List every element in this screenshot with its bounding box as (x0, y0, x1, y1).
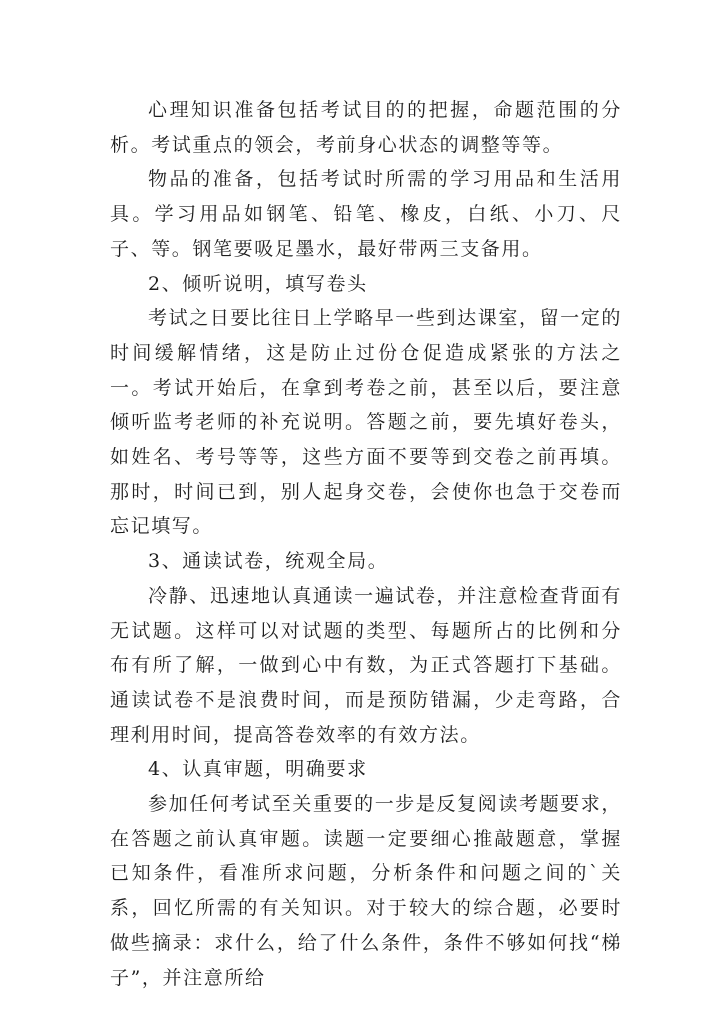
paragraph-supplies-preparation: 物品的准备，包括考试时所需的学习用品和生活用具。学习用品如钢笔、铅笔、橡皮，白纸、小刀、尺子、等。钢笔要吸足墨水，最好带两三支备用。 (110, 168, 622, 260)
paragraph-arrive-early: 考试之日要比往日上学略早一些到达课室，留一定的时间缓解情绪，这是防止过份仓促造成紧张的方法之一。考试开始后，在拿到考卷之前，甚至以后，要注意倾听监考老师的补充说明。答题之前，要先填好卷头，如姓名、考号等等，这些方面不要等到交卷之前再填。那时，时间已到，别人起身交卷，会使你也急于交卷而忘记填写。 (110, 307, 622, 538)
paragraph-read-through: 冷静、迅速地认真通读一遍试卷，并注意检查背面有无试题。这样可以对试题的类型、每题所占的比例和分布有所了解，一做到心中有数，为正式答题打下基础。通读试卷不是浪费时间，而是预防错漏，少走弯路，合理利用时间，提高答卷效率的有效方法。 (110, 584, 622, 746)
section-heading-listen-instructions: 2、倾听说明，填写卷头 (148, 272, 368, 295)
section-heading-read-through: 3、通读试卷，统观全局。 (148, 550, 389, 573)
section-heading-review-questions: 4、认真审题，明确要求 (148, 758, 368, 781)
paragraph-review-questions: 参加任何考试至关重要的一步是反复阅读考题要求，在答题之前认真审题。读题一定要细心推敲题意，掌握已知条件，看准所求问题，分析条件和问题之间的`关系，回忆所需的有关知识。对于较大的综合题，必要时做些摘录：求什么，给了什么条件，条件不够如何找“梯子”，并注意所给 (110, 793, 622, 989)
document-body (110, 93, 622, 995)
paragraph-psychological-preparation: 心理知识准备包括考试目的的把握，命题范围的分析。考试重点的领会，考前身心状态的调整等等。 (110, 99, 622, 156)
